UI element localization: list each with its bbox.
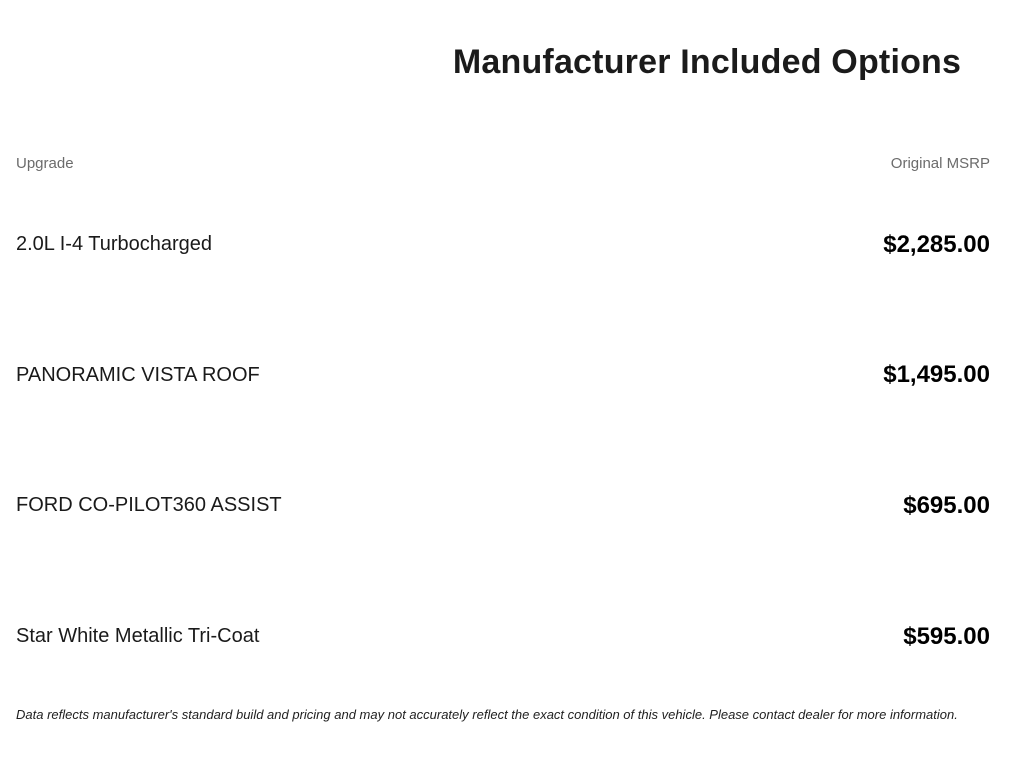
option-name: PANORAMIC VISTA ROOF <box>16 363 260 386</box>
option-price: $2,285.00 <box>883 230 990 258</box>
page-title: Manufacturer Included Options <box>452 43 962 81</box>
column-header-original-msrp: Original MSRP <box>890 154 990 172</box>
option-name: FORD CO-PILOT360 ASSIST <box>16 494 282 517</box>
option-price: $595.00 <box>903 622 990 650</box>
column-header-upgrade: Upgrade <box>16 154 74 172</box>
table-column-headers <box>16 155 990 173</box>
disclaimer-text: Data reflects manufacturer's standard build and pricing and may not accurately reflect the exact condition of this vehicle. Please contact dealer for more information. <box>16 707 958 723</box>
option-name: 2.0L I-4 Turbocharged <box>16 233 213 256</box>
table-row <box>16 361 990 389</box>
table-row <box>16 623 990 651</box>
option-price: $1,495.00 <box>883 361 990 389</box>
table-row <box>16 231 990 259</box>
table-row <box>16 492 990 520</box>
option-name: Star White Metallic Tri-Coat <box>16 624 260 647</box>
title-wrap <box>424 0 990 83</box>
option-price: $695.00 <box>903 491 990 519</box>
